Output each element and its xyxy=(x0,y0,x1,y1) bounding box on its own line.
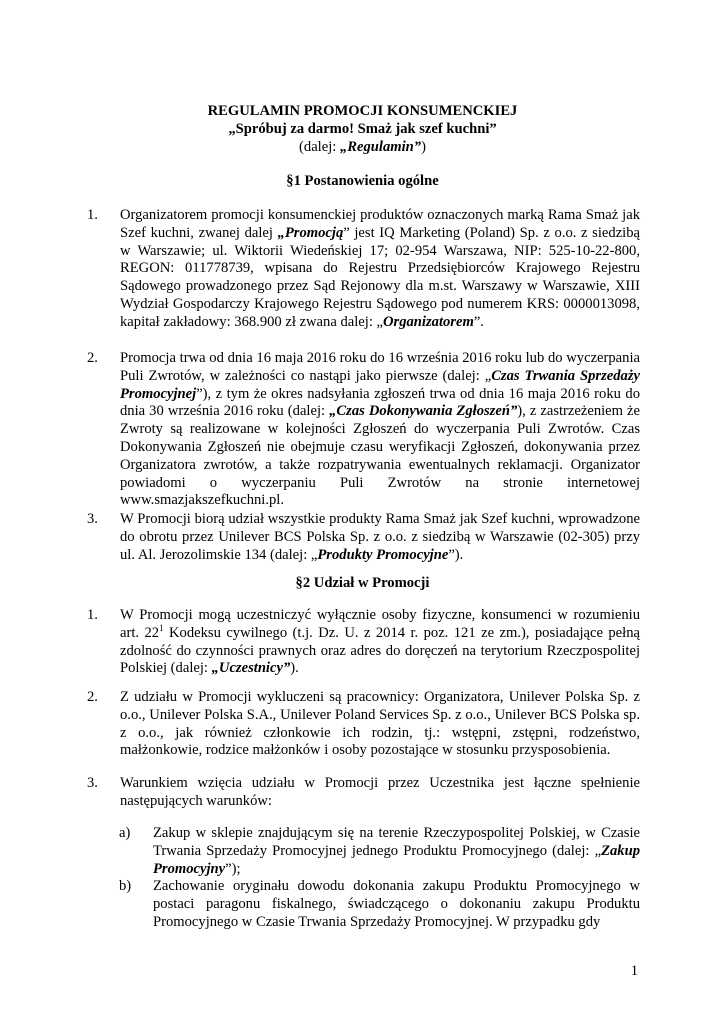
section-2-heading: §2 Udział w Promocji xyxy=(295,575,430,591)
document-title: REGULAMIN PROMOCJI KONSUMENCKIEJ xyxy=(207,103,518,119)
document-note: (dalej: „Regulamin”) xyxy=(299,139,426,155)
document-page: REGULAMIN PROMOCJI KONSUMENCKIEJ „Spróbuj za darmo! Smaż jak szef kuchni” (dalej: „Regulamin”) §1 Postanowienia ogólne 1. Organizatorem promocji konsumenckiej produktów oznaczonych marką Rama Smaż jak Szef kuchni, zwanej dalej „Promocją” jest IQ Marketing (Poland) Sp. z o.o. z siedzibą w Warszawie; ul. Wiktorii Wiedeńskiej 17; 02-954 Warszawa, NIP: 525-10-22-800, REGON: 011778739, wpisana do Rejestru Przedsiębiorców Krajowego Rejestru Sądowego prowadzonego przez Sąd Rejonowy dla m.st. Warszawy w Warszawie, XIII Wydział Gospodarczy Krajowego Rejestru Sądowego pod numerem KRS: 0000013098, kapitał zakładowy: 368.900 zł zwana dalej: „Organizatorem”. 2. Promocja trwa od dnia 16 maja 2016 roku do 16 września 2016 roku lub do wyczerpania Puli Zwrotów, w zależności co nastąpi jako pierwsze (dalej: „Czas Trwania Sprzedaży Promocyjnej”), z tym że okres nadsyłania zgłoszeń trwa od dnia 16 maja 2016 roku do dnia 30 września 2016 roku (dalej: „Czas Dokonywania Zgłoszeń”), z zastrzeżeniem że Zwroty są realizowane w kolejności Zgłoszeń do wyczerpania Puli Zwrotów. Czas Dokonywania Zgłoszeń nie obejmuje czasu weryfikacji Zgłoszeń, dokonywania przez Organizatora zwrotów, a także rozpatrywania ewentualnych reklamacji. Organizator powiadomi o wyczerpaniu Puli Zwrotów na stronie internetowej www.smazjakszefkuchni.pl. 3. W Promocji biorą udział wszystkie produkty Rama Smaż jak Szef kuchni, wprowadzone do obrotu przez Unilever BCS Polska Sp. z o.o. z siedzibą w Warszawie (02-305) przy ul. Al. Jerozolimskie 134 (dalej: „Produkty Promocyjne”). §2 Udział w Promocji 1. W Promocji mogą uczestniczyć wyłącznie osoby fizyczne, konsumenci w rozumieniu art. $22^1$ Kodeksu cywilnego (t.j. Dz. U. z 2014 r. poz. 121 ze zm.), posiadające pełną zdolność do czynności prawnych oraz adres do doręczeń na terytorium Rzeczpospolitej Polskiej (dalej: „Uczestnicy”). 2. Z udziału w Promocji wykluczeni są pracownicy: Organizatora, Unilever Polska Sp. z o.o., Unilever Polska S.A., Unilever Poland Services Sp. z o.o., Unilever BCS Polska sp. z o.o., jak również członkowie ich rodzin, tj.: wstępni, zstępni, rodzeństwo, małżonkowie, rodzice małżonków i osoby pozostające w stosunku przysposobienia. 3. Warunkiem wzięcia udziału w Promocji przez Uczestnika jest łączne spełnienie następujących warunków: a) Zakup w sklepie znajdującym się na terenie Rzeczypospolitej Polskiej, w Czasie Trwania Sprzedaży Promocyjnej jednego Produktu Promocyjnego (dalej: „Zakup Promocyjny”); b) Zachowanie oryginału dowodu dokonania zakupu Produktu Promocyjnego w postaci paragonu fiskalnego, świadczącego o dokonaniu zakupu Produktu Promocyjnego w Czasie Trwania Sprzedaży Promocyjnej. W przypadku gdy 1 xyxy=(0,0,725,1024)
section-1-heading: §1 Postanowienia ogólne xyxy=(286,173,439,189)
page-number: 1 xyxy=(630,963,638,979)
document-subtitle: „Spróbuj za darmo! Smaż jak szef kuchni” xyxy=(228,121,497,137)
